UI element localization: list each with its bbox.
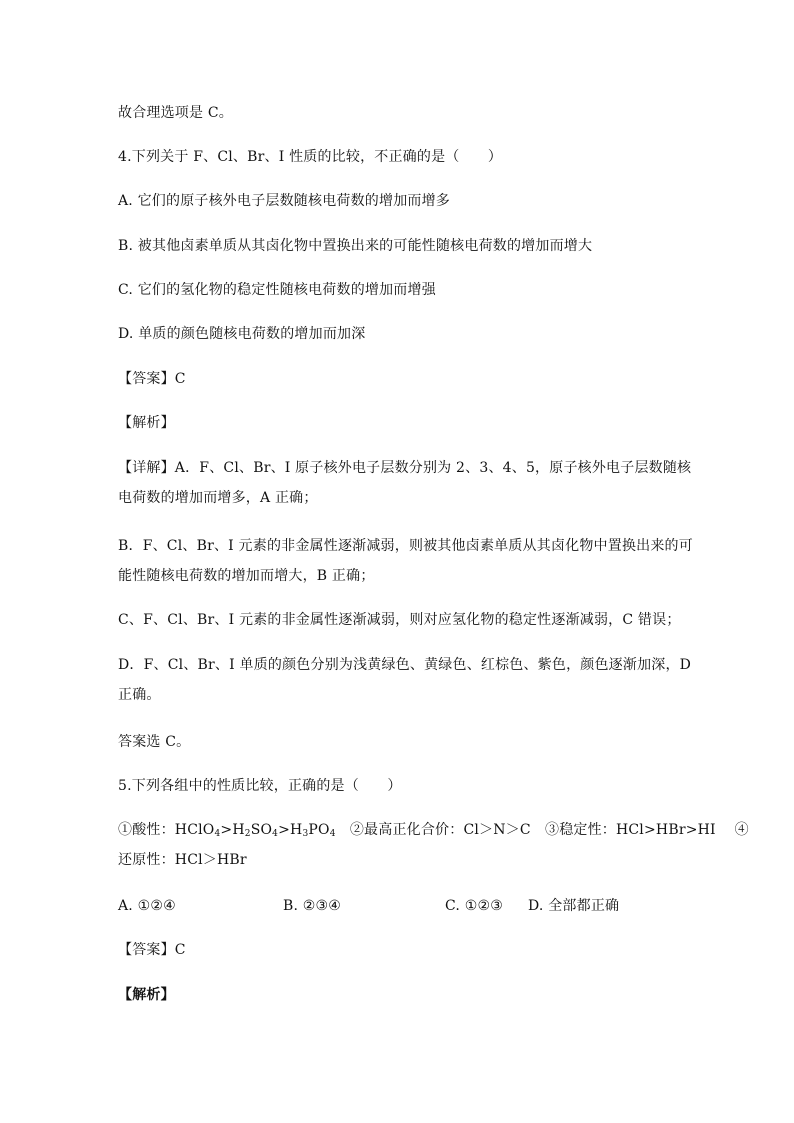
question-4-stem: 4.下列关于 F、Cl、Br、I 性质的比较，不正确的是（ ） [118,149,503,165]
answer-label: 【答案】C [118,942,186,958]
analysis-label: 【解析】 [118,415,175,431]
question-4-option-a: A. 它们的原子核外电子层数随核电荷数的增加而增多 [118,193,451,209]
statement-text: SO [250,822,273,838]
question-4-option-b: B. 被其他卤素单质从其卤化物中置换出来的可能性随核电荷数的增加而增大 [118,238,593,254]
question-5-option-d: D. 全部都正确 [528,898,620,914]
question-5-statements [118,821,749,839]
subscript: 4 [272,829,279,839]
subscript: 4 [214,829,221,839]
statement-text: ①酸性：HClO [118,822,215,838]
explanation-line: 正确。 [118,687,161,703]
statement-text: >H [278,822,303,838]
answer-selection: 答案选 C。 [118,734,191,750]
explanation-line: 电荷数的增加而增多，A 正确； [118,490,318,506]
statement-text: >H [220,822,245,838]
question-4-option-c: C. 它们的氢化物的稳定性随核电荷数的增加而增强 [118,282,436,298]
answer-label: 【答案】C [118,371,186,387]
subscript: 2 [244,829,251,839]
analysis-label: 【解析】 [118,987,175,1003]
question-5-option-a: A. ①②④ [118,898,176,914]
text-line: 故合理选项是 C。 [118,105,233,121]
question-5-option-b: B. ②③④ [283,898,342,914]
subscript: 3 [302,829,309,839]
question-5-options [118,897,678,915]
question-5-option-c: C. ①②③ [445,898,503,914]
question-5-stem: 5.下列各组中的性质比较，正确的是（ ） [118,778,402,794]
question-5-statements-cont: 还原性：HCl＞HBr [118,852,247,868]
explanation-line: 【详解】A．F、Cl、Br、I 原子核外电子层数分别为 2、3、4、5，原子核外电子层数随核 [118,460,692,476]
statement-text: ②最高正化合价：Cl＞N＞C ③稳定性：HCl>HBr>HI ④ [335,822,749,838]
question-4-option-d: D. 单质的颜色随核电荷数的增加而加深 [118,326,366,342]
subscript: 4 [329,829,336,839]
explanation-line: C、F、Cl、Br、I 元素的非金属性逐渐减弱，则对应氢化物的稳定性逐渐减弱，C 错误； [118,612,681,628]
explanation-line: D．F、Cl、Br、I 单质的颜色分别为浅黄绿色、黄绿色、红棕色、紫色，颜色逐渐加深，D [118,657,692,673]
statement-text: PO [308,822,330,838]
explanation-line: B．F、Cl、Br、I 元素的非金属性逐渐减弱，则被其他卤素单质从其卤化物中置换出来的可 [118,538,693,554]
explanation-line: 能性随核电荷数的增加而增大，B 正确； [118,568,375,584]
